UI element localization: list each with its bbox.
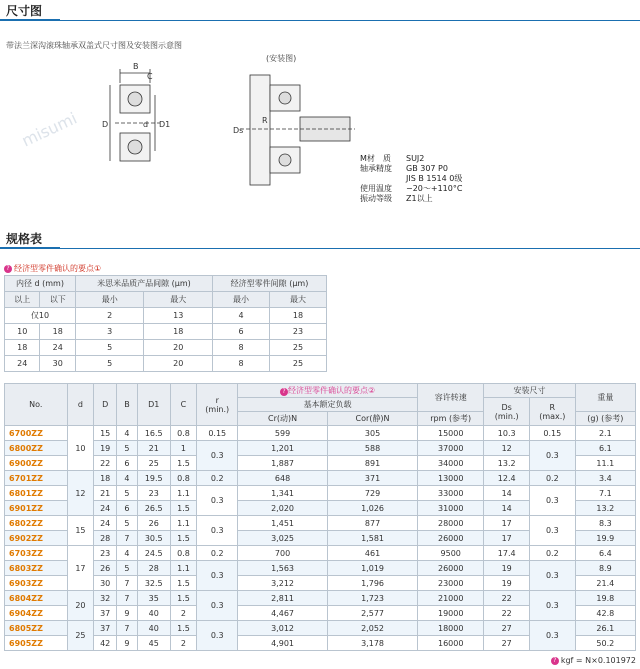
cell: 18 <box>144 324 213 340</box>
cell-C: 0.8 <box>170 426 197 441</box>
table-row <box>5 561 636 576</box>
cell-C: 2 <box>170 606 197 621</box>
cell-d: 10 <box>67 426 94 471</box>
cell-D: 42 <box>94 636 117 651</box>
table-row <box>5 486 636 501</box>
cell-w: 11.1 <box>575 456 635 471</box>
th-D1: D1 <box>137 384 170 426</box>
th-Ds <box>484 398 530 426</box>
cell-D1: 40 <box>137 621 170 636</box>
cell-no[interactable]: 6903ZZ <box>5 576 68 591</box>
cell-B: 5 <box>117 486 138 501</box>
section-divider <box>0 20 640 21</box>
cell: 18 <box>40 324 75 340</box>
cell-D: 24 <box>94 501 117 516</box>
cell: 18 <box>269 308 326 324</box>
spec-label <box>360 174 406 184</box>
cell-C: 1.1 <box>170 516 197 531</box>
cell-B: 6 <box>117 456 138 471</box>
cell-C: 1.1 <box>170 486 197 501</box>
cell-C: 1.5 <box>170 531 197 546</box>
table-row <box>5 591 636 606</box>
cell-w: 42.8 <box>575 606 635 621</box>
th-inner: 内径 d (mm) <box>5 276 76 292</box>
label-D1: D1 <box>159 120 171 129</box>
diagram-caption: 带法兰深沟滚珠轴承双盖式尺寸图及安装图示意图 <box>6 41 182 50</box>
cell-D1: 40 <box>137 606 170 621</box>
cell-rpm: 26000 <box>418 561 484 576</box>
cell-d: 20 <box>67 591 94 621</box>
cell-rpm: 9500 <box>418 546 484 561</box>
cell-rpm: 18000 <box>418 621 484 636</box>
cell-D: 18 <box>94 471 117 486</box>
cell-cor: 371 <box>328 471 418 486</box>
clearance-table <box>4 275 327 372</box>
label-C: C <box>147 72 153 81</box>
cell-no[interactable]: 6805ZZ <box>5 621 68 636</box>
cell-C: 1.1 <box>170 561 197 576</box>
table-row <box>5 471 636 486</box>
cell-rpm: 21000 <box>418 591 484 606</box>
spec-value: −20～+110°C <box>406 184 463 193</box>
cell-D: 23 <box>94 546 117 561</box>
th-cr: Cr(动)N <box>238 412 328 426</box>
cell-ds: 22 <box>484 606 530 621</box>
cell-rpm: 37000 <box>418 441 484 456</box>
install-label: (安装图) <box>266 54 297 63</box>
spec-value: Z1以上 <box>406 194 433 203</box>
cell-cor: 1,796 <box>328 576 418 591</box>
cell-r: 0.2 <box>197 546 238 561</box>
cell-no[interactable]: 6901ZZ <box>5 501 68 516</box>
cell: 10 <box>5 324 40 340</box>
pin-icon: ? <box>551 657 559 665</box>
cell-B: 6 <box>117 501 138 516</box>
cell-D: 24 <box>94 516 117 531</box>
spec-row <box>360 184 462 194</box>
th-min: 最小 <box>213 292 270 308</box>
cell-B: 7 <box>117 591 138 606</box>
th-rpm-label: rpm <box>430 414 447 423</box>
spec-label: 使用温度 <box>360 184 392 193</box>
section-title-spec: 规格表 <box>6 232 43 246</box>
table-row <box>5 356 327 372</box>
cell-ds: 19 <box>484 561 530 576</box>
cell-cr: 3,212 <box>238 576 328 591</box>
cell-B: 4 <box>117 471 138 486</box>
cell: 20 <box>144 340 213 356</box>
spec-value: JIS B 1514 0级 <box>406 174 463 183</box>
cell-rpm: 19000 <box>418 606 484 621</box>
cell-cor: 588 <box>328 441 418 456</box>
cell-r: 0.3 <box>197 441 238 471</box>
cell-R: 0.3 <box>529 621 575 651</box>
cell-R: 0.3 <box>529 486 575 516</box>
cell: 13 <box>144 308 213 324</box>
cell-cor: 2,052 <box>328 621 418 636</box>
table-row <box>5 324 327 340</box>
cell-ds: 10.3 <box>484 426 530 441</box>
cell-rpm: 34000 <box>418 456 484 471</box>
cell-w: 19.8 <box>575 591 635 606</box>
watermark: misumi <box>18 108 80 151</box>
label-B: B <box>133 62 139 71</box>
cell-no[interactable]: 6905ZZ <box>5 636 68 651</box>
econ-note-text: 经济型零件确认的要点① <box>14 264 102 273</box>
cell: 24 <box>5 356 40 372</box>
cell-D: 32 <box>94 591 117 606</box>
cell-w: 19.9 <box>575 531 635 546</box>
footnote <box>551 656 636 665</box>
cell-cor: 3,178 <box>328 636 418 651</box>
label-R: R <box>262 116 268 125</box>
cell-D1: 35 <box>137 591 170 606</box>
cell: 6 <box>213 324 270 340</box>
cell-w: 8.3 <box>575 516 635 531</box>
cell: 18 <box>5 340 40 356</box>
cell-cr: 1,341 <box>238 486 328 501</box>
cell-ds: 12.4 <box>484 471 530 486</box>
th-Ds-label: Ds <box>501 402 512 412</box>
cell-w: 3.4 <box>575 471 635 486</box>
cell-B: 4 <box>117 426 138 441</box>
cell-D1: 19.5 <box>137 471 170 486</box>
cell-r: 0.3 <box>197 561 238 591</box>
cell-D1: 26.5 <box>137 501 170 516</box>
cell-w: 2.1 <box>575 426 635 441</box>
cell-w: 8.9 <box>575 561 635 576</box>
cell-w: 21.4 <box>575 576 635 591</box>
cell-rpm: 31000 <box>418 501 484 516</box>
cell-C: 0.8 <box>170 471 197 486</box>
cell-C: 1 <box>170 441 197 456</box>
th-d: d <box>67 384 94 426</box>
cell: 25 <box>269 356 326 372</box>
cell-no[interactable]: 6801ZZ <box>5 486 68 501</box>
cell-ds: 17.4 <box>484 546 530 561</box>
table-row <box>5 546 636 561</box>
th-min: 最小 <box>75 292 144 308</box>
footnote-text: kgf = N×0.101972 <box>560 656 636 665</box>
label-D: D <box>102 120 109 129</box>
th-R-label: R <box>549 402 556 412</box>
table-row <box>5 340 327 356</box>
cell-C: 1.5 <box>170 501 197 516</box>
section-title-dimensions: 尺寸图 <box>6 4 43 18</box>
th-below: 以下 <box>40 292 75 308</box>
cell-rpm: 26000 <box>418 531 484 546</box>
cell-cr: 1,201 <box>238 441 328 456</box>
cell-D1: 45 <box>137 636 170 651</box>
th-install: 安装尺寸 <box>484 384 575 398</box>
label-d: d <box>143 120 149 129</box>
cell-rpm: 23000 <box>418 576 484 591</box>
cell-C: 1.5 <box>170 591 197 606</box>
table-row <box>5 516 636 531</box>
bearing-cross-section-diagram <box>95 55 185 185</box>
cell-cor: 891 <box>328 456 418 471</box>
spec-row <box>360 194 462 204</box>
cell-cor: 1,026 <box>328 501 418 516</box>
th-D: D <box>94 384 117 426</box>
th-econ-link[interactable] <box>238 384 418 398</box>
th-cor: Cor(静)N <box>328 412 418 426</box>
th-econ: 经济型零件间隙 (μm) <box>213 276 327 292</box>
cell-d: 15 <box>67 516 94 546</box>
spec-row <box>360 174 462 184</box>
spec-block <box>360 154 462 204</box>
cell-B: 7 <box>117 531 138 546</box>
installation-diagram <box>230 65 360 195</box>
cell-cr: 2,020 <box>238 501 328 516</box>
th-C: C <box>170 384 197 426</box>
cell-ds: 17 <box>484 531 530 546</box>
th-g <box>575 412 635 426</box>
section-divider <box>0 248 640 249</box>
table-row <box>5 426 636 441</box>
cell-no[interactable]: 6802ZZ <box>5 516 68 531</box>
spec-label: 轴承精度 <box>360 164 392 173</box>
econ-note-link[interactable] <box>4 263 101 274</box>
cell-rpm: 15000 <box>418 426 484 441</box>
cell-R: 0.15 <box>529 426 575 441</box>
cell-D: 19 <box>94 441 117 456</box>
cell-d: 12 <box>67 471 94 516</box>
cell-D: 21 <box>94 486 117 501</box>
cell-D1: 24.5 <box>137 546 170 561</box>
cell-cr: 1,563 <box>238 561 328 576</box>
spec-table <box>4 383 636 651</box>
spec-value: GB 307 P0 <box>406 164 448 173</box>
cell-cr: 599 <box>238 426 328 441</box>
cell-D1: 16.5 <box>137 426 170 441</box>
cell-no[interactable]: 6700ZZ <box>5 426 68 441</box>
spec-row <box>360 164 462 174</box>
th-R-unit: (max.) <box>539 411 566 421</box>
table-row <box>5 621 636 636</box>
cell-rpm: 33000 <box>418 486 484 501</box>
cell-cor: 1,581 <box>328 531 418 546</box>
cell: 8 <box>213 356 270 372</box>
table-row <box>5 441 636 456</box>
cell-no[interactable]: 6900ZZ <box>5 456 68 471</box>
cell-cor: 729 <box>328 486 418 501</box>
cell-cor: 461 <box>328 546 418 561</box>
th-r-unit: (min.) <box>205 404 230 414</box>
cell-D1: 25 <box>137 456 170 471</box>
cell-cr: 3,025 <box>238 531 328 546</box>
cell-D1: 32.5 <box>137 576 170 591</box>
cell-r: 0.2 <box>197 471 238 486</box>
cell-C: 1.5 <box>170 576 197 591</box>
cell-rpm: 16000 <box>418 636 484 651</box>
cell-cr: 1,887 <box>238 456 328 471</box>
cell-B: 4 <box>117 546 138 561</box>
cell-B: 5 <box>117 516 138 531</box>
cell-w: 50.2 <box>575 636 635 651</box>
cell-R: 0.3 <box>529 561 575 591</box>
cell-w: 7.1 <box>575 486 635 501</box>
cell-r: 0.3 <box>197 516 238 546</box>
cell-rpm: 28000 <box>418 516 484 531</box>
th-rpm <box>418 412 484 426</box>
cell-no[interactable]: 6703ZZ <box>5 546 68 561</box>
cell-D: 37 <box>94 606 117 621</box>
cell-ds: 12 <box>484 441 530 456</box>
cell-cor: 1,723 <box>328 591 418 606</box>
cell-r: 0.15 <box>197 426 238 441</box>
cell-r: 0.3 <box>197 486 238 516</box>
cell-C: 1.5 <box>170 456 197 471</box>
cell: 5 <box>75 340 144 356</box>
cell-cor: 2,577 <box>328 606 418 621</box>
cell-ds: 27 <box>484 636 530 651</box>
cell-C: 2 <box>170 636 197 651</box>
cell-cor: 305 <box>328 426 418 441</box>
cell-B: 9 <box>117 636 138 651</box>
cell-ds: 14 <box>484 486 530 501</box>
spec-value: SUJ2 <box>406 154 425 163</box>
cell-cr: 2,811 <box>238 591 328 606</box>
cell-no[interactable]: 6904ZZ <box>5 606 68 621</box>
th-load: 基本额定负载 <box>238 398 418 412</box>
spec-label: 振动等级 <box>360 194 392 203</box>
cell: 4 <box>213 308 270 324</box>
cell-D1: 21 <box>137 441 170 456</box>
th-misumi: 米思米品质产品间隙 (μm) <box>75 276 212 292</box>
th-no: No. <box>5 384 68 426</box>
cell-no[interactable]: 6800ZZ <box>5 441 68 456</box>
spec-row <box>360 154 462 164</box>
cell-ds: 27 <box>484 621 530 636</box>
cell-ds: 22 <box>484 591 530 606</box>
cell-B: 7 <box>117 576 138 591</box>
cell: 2 <box>75 308 144 324</box>
cell: 24 <box>40 340 75 356</box>
cell-D: 28 <box>94 531 117 546</box>
cell-no[interactable]: 6804ZZ <box>5 591 68 606</box>
th-weight: 重量 <box>575 384 635 412</box>
cell-cor: 877 <box>328 516 418 531</box>
cell-D: 37 <box>94 621 117 636</box>
th-r <box>197 384 238 426</box>
cell-d: 17 <box>67 546 94 591</box>
th-ref: (参考) <box>601 414 624 423</box>
cell-B: 9 <box>117 606 138 621</box>
cell-cr: 3,012 <box>238 621 328 636</box>
th-econ-text: 经济型零件确认的要点② <box>287 386 376 395</box>
cell-w: 6.4 <box>575 546 635 561</box>
cell-R: 0.3 <box>529 441 575 471</box>
cell-w: 13.2 <box>575 501 635 516</box>
cell-no[interactable]: 6803ZZ <box>5 561 68 576</box>
cell-no[interactable]: 6701ZZ <box>5 471 68 486</box>
cell-cr: 1,451 <box>238 516 328 531</box>
cell-d: 25 <box>67 621 94 651</box>
cell-D: 30 <box>94 576 117 591</box>
th-speed: 容许转速 <box>418 384 484 412</box>
cell-no[interactable]: 6902ZZ <box>5 531 68 546</box>
th-r-label: r <box>215 395 219 405</box>
th-Ds-unit: (min.) <box>494 411 519 421</box>
cell-D1: 23 <box>137 486 170 501</box>
cell-B: 7 <box>117 621 138 636</box>
cell-cor: 1,019 <box>328 561 418 576</box>
cell-ds: 13.2 <box>484 456 530 471</box>
cell-ds: 14 <box>484 501 530 516</box>
cell-D1: 26 <box>137 516 170 531</box>
cell: 5 <box>75 356 144 372</box>
th-ref: (参考) <box>448 414 472 423</box>
cell-D: 26 <box>94 561 117 576</box>
cell-B: 5 <box>117 561 138 576</box>
cell-C: 0.8 <box>170 546 197 561</box>
cell-w: 6.1 <box>575 441 635 456</box>
spec-label: M材 质 <box>360 154 391 163</box>
cell-rpm: 13000 <box>418 471 484 486</box>
cell-cr: 700 <box>238 546 328 561</box>
table-row <box>5 308 327 324</box>
cell-ds: 19 <box>484 576 530 591</box>
cell-cr: 648 <box>238 471 328 486</box>
cell-D: 22 <box>94 456 117 471</box>
cell: 仅10 <box>5 308 76 324</box>
cell-R: 0.2 <box>529 471 575 486</box>
label-Ds: Ds <box>233 126 244 135</box>
cell: 8 <box>213 340 270 356</box>
cell: 20 <box>144 356 213 372</box>
cell-D: 15 <box>94 426 117 441</box>
cell: 3 <box>75 324 144 340</box>
cell-D1: 28 <box>137 561 170 576</box>
cell-w: 26.1 <box>575 621 635 636</box>
th-g-label: (g) <box>587 414 599 423</box>
pin-icon: ? <box>280 388 288 396</box>
cell-R: 0.2 <box>529 546 575 561</box>
cell-ds: 17 <box>484 516 530 531</box>
th-max: 最大 <box>144 292 213 308</box>
cell: 23 <box>269 324 326 340</box>
cell-r: 0.3 <box>197 621 238 651</box>
cell-B: 5 <box>117 441 138 456</box>
cell-R: 0.3 <box>529 591 575 621</box>
cell-R: 0.3 <box>529 516 575 546</box>
th-above: 以上 <box>5 292 40 308</box>
cell: 25 <box>269 340 326 356</box>
th-max: 最大 <box>269 292 326 308</box>
th-R <box>529 398 575 426</box>
cell-C: 1.5 <box>170 621 197 636</box>
th-B: B <box>117 384 138 426</box>
cell: 30 <box>40 356 75 372</box>
cell-cr: 4,901 <box>238 636 328 651</box>
pin-icon: ? <box>4 265 12 273</box>
cell-r: 0.3 <box>197 591 238 621</box>
cell-cr: 4,467 <box>238 606 328 621</box>
cell-D1: 30.5 <box>137 531 170 546</box>
